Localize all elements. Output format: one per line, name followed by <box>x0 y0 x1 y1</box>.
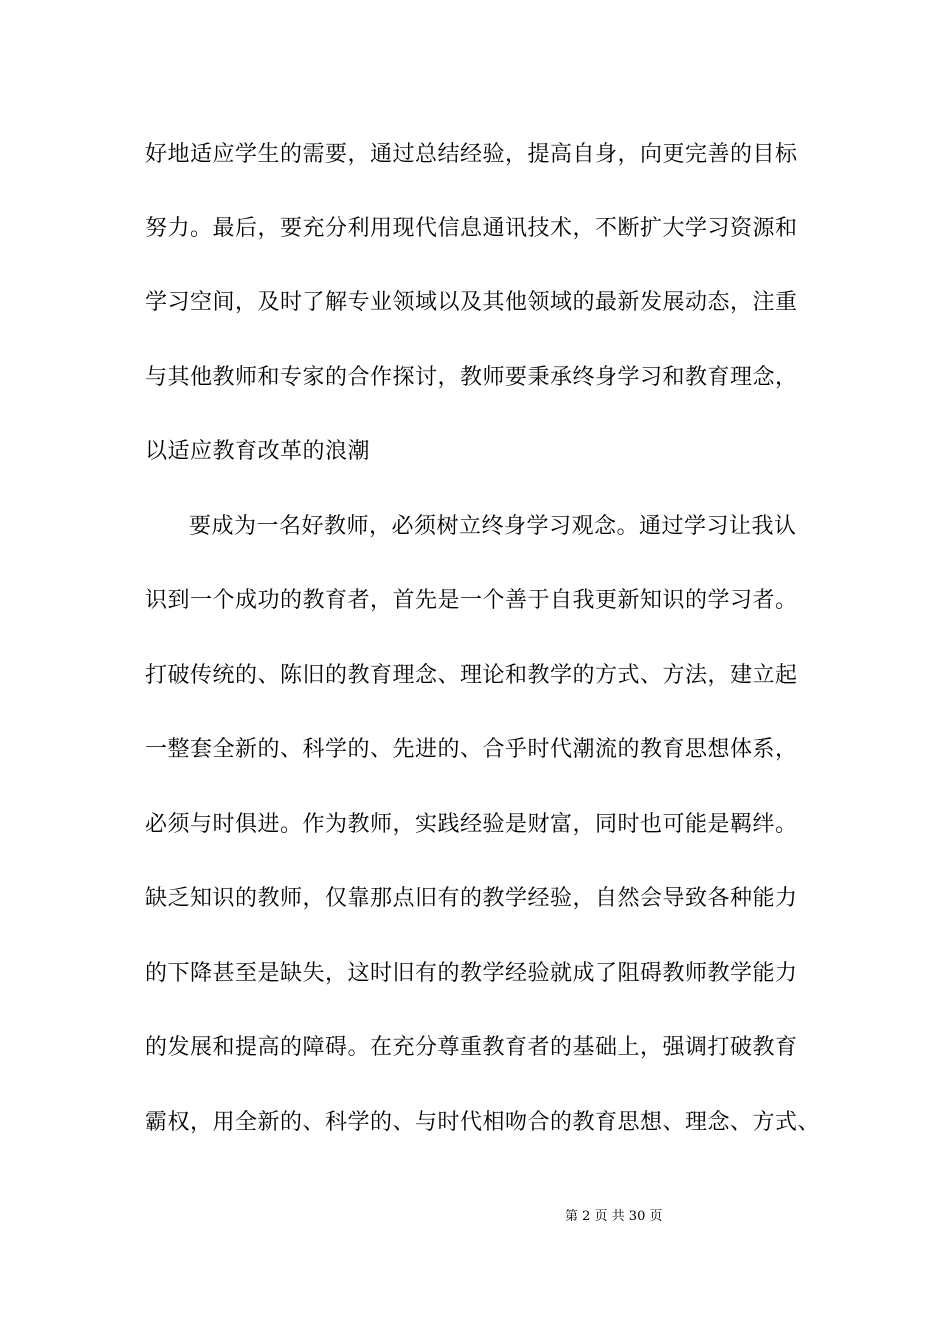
paragraph-first-line: 要成为一名好教师，必须树立终身学习观念。通过学习让我认 <box>189 514 797 539</box>
text-line: 打破传统的、陈旧的教育理念、理论和教学的方式、方法，建立起 <box>145 663 798 688</box>
text-line: 的下降甚至是缺失，这时旧有的教学经验就成了阻碍教师教学能力 <box>145 961 798 986</box>
text-line: 识到一个成功的教育者，首先是一个善于自我更新知识的学习者。 <box>145 588 798 613</box>
text-line: 好地适应学生的需要，通过总结经验，提高自身，向更完善的目标 <box>145 142 798 167</box>
text-line: 努力。最后，要充分利用现代信息通讯技术，不断扩大学习资源和 <box>145 216 798 241</box>
text-line: 必须与时俱进。作为教师，实践经验是财富，同时也可能是羁绊。 <box>145 812 798 837</box>
text-line: 霸权，用全新的、科学的、与时代相吻合的教育思想、理念、方式、 <box>145 1110 821 1135</box>
text-line: 与其他教师和专家的合作探讨，教师要秉承终身学习和教育理念， <box>145 365 798 390</box>
text-line: 学习空间，及时了解专业领域以及其他领域的最新发展动态，注重 <box>145 290 798 315</box>
text-line: 缺乏知识的教师，仅靠那点旧有的教学经验，自然会导致各种能力 <box>145 886 798 911</box>
text-line: 以适应教育改革的浪潮 <box>145 439 371 464</box>
text-line: 的发展和提高的障碍。在充分尊重教育者的基础上，强调打破教育 <box>145 1035 798 1060</box>
page-number: 第 2 页 共 30 页 <box>565 1209 663 1224</box>
text-line: 一整套全新的、科学的、先进的、合乎时代潮流的教育思想体系， <box>145 737 798 762</box>
